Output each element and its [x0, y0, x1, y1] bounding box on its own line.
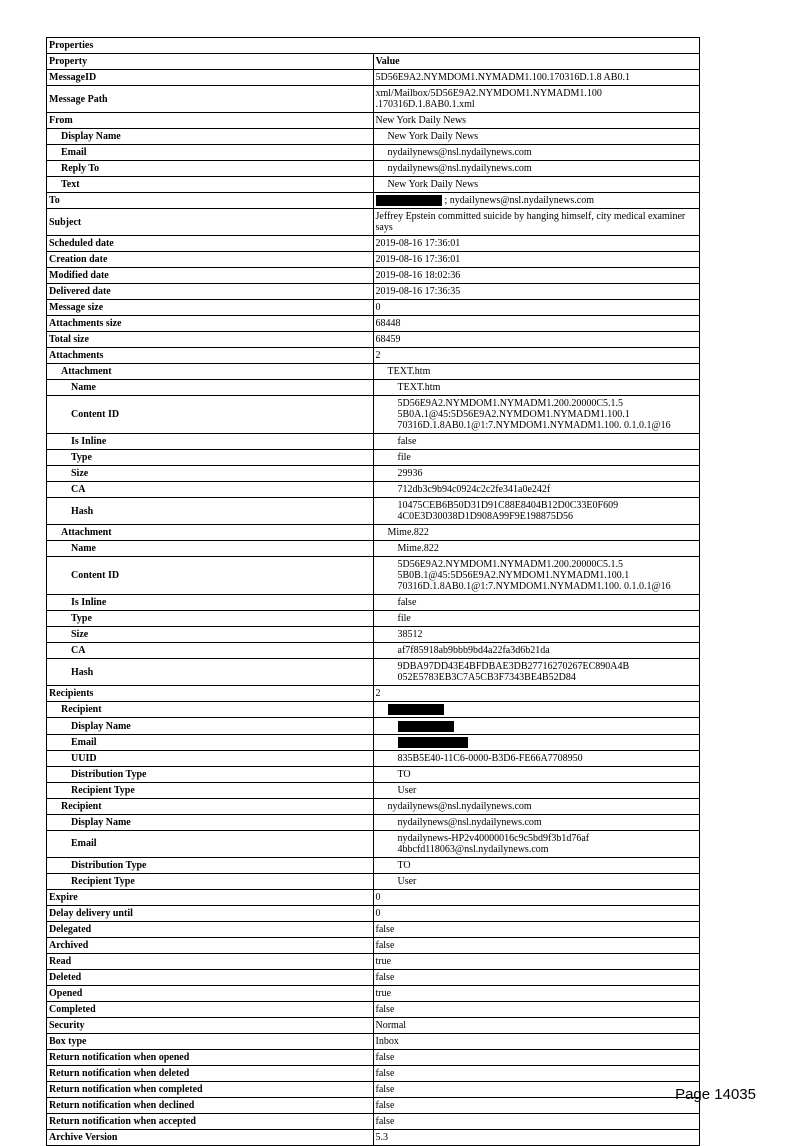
table-row: [47, 129, 700, 145]
property-name: Type: [47, 450, 374, 466]
table-row: [47, 70, 700, 86]
table-row: [47, 905, 700, 921]
table-row: [47, 969, 700, 985]
property-name: Recipient Type: [47, 782, 374, 798]
property-name: Return notification when declined: [47, 1097, 374, 1113]
property-name: Distribution Type: [47, 857, 374, 873]
table-row: [47, 702, 700, 718]
property-value: false: [373, 1097, 700, 1113]
property-name: To: [47, 193, 374, 209]
table-row: [47, 953, 700, 969]
table-row: [47, 209, 700, 236]
property-value: false: [373, 1001, 700, 1017]
table-row: [47, 1129, 700, 1145]
property-name: Recipient Type: [47, 873, 374, 889]
property-name: Email: [47, 830, 374, 857]
property-value: User: [373, 782, 700, 798]
property-value: 2019-08-16 17:36:35: [373, 284, 700, 300]
property-value: 9DBA97DD43E4BFDBAE3DB27716270267EC890A4B 052E5783EB3C7A5CB3F7343BE4B52D84: [373, 659, 700, 686]
property-value: New York Daily News: [373, 129, 700, 145]
property-value: TO: [373, 766, 700, 782]
property-value: Inbox: [373, 1033, 700, 1049]
table-row: [47, 595, 700, 611]
property-value: 29936: [373, 466, 700, 482]
property-name: Is Inline: [47, 434, 374, 450]
redaction-block: [376, 195, 445, 206]
property-value: Mime.822: [373, 525, 700, 541]
table-row: [47, 857, 700, 873]
property-value: false: [373, 969, 700, 985]
property-name: Hash: [47, 498, 374, 525]
property-value: TEXT.htm: [373, 364, 700, 380]
property-name: Size: [47, 466, 374, 482]
table-row: [47, 1033, 700, 1049]
property-name: Text: [47, 177, 374, 193]
property-value: 38512: [373, 627, 700, 643]
property-name: Subject: [47, 209, 374, 236]
table-row: [47, 466, 700, 482]
property-name: CA: [47, 482, 374, 498]
property-value: 5D56E9A2.NYMDOM1.NYMADM1.200.20000C5.1.5 5B0B.1@45:5D56E9A2.NYMDOM1.NYMADM1.100.1 70316D.1.8AB0.1@1:7.NYMDOM1.NYMADM1.100. 0.1.0.1@16: [373, 557, 700, 595]
table-row: [47, 161, 700, 177]
table-row: [47, 734, 700, 750]
property-name: Return notification when opened: [47, 1049, 374, 1065]
property-name: Attachment: [47, 525, 374, 541]
property-value: nydailynews@nsl.nydailynews.com: [373, 814, 700, 830]
property-value: false: [373, 595, 700, 611]
value-text: ; nydailynews@nsl.nydailynews.com: [444, 195, 594, 206]
table-row: [47, 798, 700, 814]
property-name: Recipient: [47, 702, 374, 718]
table-row: [47, 236, 700, 252]
table-row: [47, 541, 700, 557]
property-name: Display Name: [47, 129, 374, 145]
property-name: Completed: [47, 1001, 374, 1017]
table-header-row: [47, 54, 700, 70]
property-name: Hash: [47, 659, 374, 686]
property-value: New York Daily News: [373, 177, 700, 193]
property-name: Name: [47, 541, 374, 557]
table-row: [47, 498, 700, 525]
table-row: [47, 525, 700, 541]
property-value: [373, 193, 700, 209]
property-value: false: [373, 1065, 700, 1081]
table-title-row: [47, 38, 700, 54]
property-name: From: [47, 113, 374, 129]
property-value: 5.3: [373, 1129, 700, 1145]
table-row: [47, 686, 700, 702]
property-name: Content ID: [47, 396, 374, 434]
property-value: xml/Mailbox/5D56E9A2.NYMDOM1.NYMADM1.100 .170316D.1.8AB0.1.xml: [373, 86, 700, 113]
property-name: Read: [47, 953, 374, 969]
table-row: [47, 113, 700, 129]
property-name: Opened: [47, 985, 374, 1001]
property-value: nydailynews@nsl.nydailynews.com: [373, 161, 700, 177]
property-value: file: [373, 611, 700, 627]
properties-sheet: [46, 37, 700, 1146]
table-row: [47, 482, 700, 498]
property-value: true: [373, 953, 700, 969]
property-name: Return notification when deleted: [47, 1065, 374, 1081]
property-name: Security: [47, 1017, 374, 1033]
property-value: [373, 702, 700, 718]
property-value: TEXT.htm: [373, 380, 700, 396]
table-row: [47, 611, 700, 627]
property-name: Archived: [47, 937, 374, 953]
table-row: [47, 450, 700, 466]
table-row: [47, 830, 700, 857]
property-name: Email: [47, 734, 374, 750]
property-value: 2019-08-16 18:02:36: [373, 268, 700, 284]
property-name: Return notification when completed: [47, 1081, 374, 1097]
table-row: [47, 873, 700, 889]
table-row: [47, 750, 700, 766]
property-name: Creation date: [47, 252, 374, 268]
property-name: Name: [47, 380, 374, 396]
table-row: [47, 332, 700, 348]
property-name: Display Name: [47, 814, 374, 830]
property-name: Recipients: [47, 686, 374, 702]
property-name: Deleted: [47, 969, 374, 985]
property-value: 0: [373, 905, 700, 921]
property-value: 68459: [373, 332, 700, 348]
property-name: Distribution Type: [47, 766, 374, 782]
property-name: Content ID: [47, 557, 374, 595]
property-value: nydailynews@nsl.nydailynews.com: [373, 798, 700, 814]
table-row: [47, 1065, 700, 1081]
table-row: [47, 1113, 700, 1129]
property-value: 2: [373, 686, 700, 702]
table-row: [47, 300, 700, 316]
table-row: [47, 1017, 700, 1033]
table-row: [47, 1049, 700, 1065]
property-value: 5D56E9A2.NYMDOM1.NYMADM1.200.20000C5.1.5 5B0A.1@45:5D56E9A2.NYMDOM1.NYMADM1.100.1 70316D.1.8AB0.1@1:7.NYMDOM1.NYMADM1.100. 0.1.0.1@16: [373, 396, 700, 434]
property-value: nydailynews-HP2v40000016c9c5bd9f3b1d76af 4bbcfd118063@nsl.nydailynews.com: [373, 830, 700, 857]
table-row: [47, 557, 700, 595]
property-name: Attachments: [47, 348, 374, 364]
table-row: [47, 1081, 700, 1097]
redaction-block: [388, 704, 447, 715]
table-row: [47, 434, 700, 450]
table-row: [47, 985, 700, 1001]
property-value: false: [373, 937, 700, 953]
property-name: Archive Version: [47, 1129, 374, 1145]
property-value: New York Daily News: [373, 113, 700, 129]
table-row: [47, 782, 700, 798]
table-row: [47, 643, 700, 659]
redaction-block: [398, 720, 457, 731]
property-value: af7f85918ab9bbb9bd4a22fa3d6b21da: [373, 643, 700, 659]
property-value: 2019-08-16 17:36:01: [373, 236, 700, 252]
property-value: 0: [373, 889, 700, 905]
table-row: [47, 252, 700, 268]
property-name: Display Name: [47, 718, 374, 734]
property-name: Type: [47, 611, 374, 627]
property-name: Message size: [47, 300, 374, 316]
property-value: User: [373, 873, 700, 889]
properties-table: [46, 37, 700, 1146]
table-row: [47, 145, 700, 161]
property-value: true: [373, 985, 700, 1001]
property-value: 712db3c9b94c0924c2c2fe341a0e242f: [373, 482, 700, 498]
column-header-property: Property: [47, 54, 374, 70]
property-name: Recipient: [47, 798, 374, 814]
table-row: [47, 814, 700, 830]
table-row: [47, 86, 700, 113]
property-value: false: [373, 921, 700, 937]
property-value: Mime.822: [373, 541, 700, 557]
table-row: [47, 937, 700, 953]
property-name: Reply To: [47, 161, 374, 177]
property-value: Normal: [373, 1017, 700, 1033]
table-row: [47, 316, 700, 332]
property-name: CA: [47, 643, 374, 659]
property-name: Box type: [47, 1033, 374, 1049]
property-value: [373, 734, 700, 750]
table-title: Properties: [47, 38, 700, 54]
property-value: 2: [373, 348, 700, 364]
property-value: TO: [373, 857, 700, 873]
property-value: 68448: [373, 316, 700, 332]
property-name: Attachments size: [47, 316, 374, 332]
property-value: 0: [373, 300, 700, 316]
property-value: false: [373, 1049, 700, 1065]
property-name: Attachment: [47, 364, 374, 380]
property-value: 835B5E40-11C6-0000-B3D6-FE66A7708950: [373, 750, 700, 766]
table-row: [47, 364, 700, 380]
page-number: Page 14035: [675, 1086, 756, 1103]
table-row: [47, 268, 700, 284]
property-value: 10475CEB6B50D31D91C88E8404B12D0C33E0F609 4C0E3D30038D1D908A99F9E198875D56: [373, 498, 700, 525]
table-row: [47, 284, 700, 300]
property-name: Message Path: [47, 86, 374, 113]
table-row: [47, 177, 700, 193]
property-name: Delegated: [47, 921, 374, 937]
property-value: 5D56E9A2.NYMDOM1.NYMADM1.100.170316D.1.8 AB0.1: [373, 70, 700, 86]
table-row: [47, 718, 700, 734]
property-name: Email: [47, 145, 374, 161]
table-row: [47, 348, 700, 364]
property-name: Size: [47, 627, 374, 643]
column-header-value: Value: [373, 54, 700, 70]
property-name: Scheduled date: [47, 236, 374, 252]
property-value: false: [373, 434, 700, 450]
table-row: [47, 1001, 700, 1017]
property-value: false: [373, 1081, 700, 1097]
property-name: UUID: [47, 750, 374, 766]
property-value: false: [373, 1113, 700, 1129]
property-name: Is Inline: [47, 595, 374, 611]
property-name: Return notification when accepted: [47, 1113, 374, 1129]
property-name: Delivered date: [47, 284, 374, 300]
table-row: [47, 627, 700, 643]
table-row: [47, 889, 700, 905]
property-name: Delay delivery until: [47, 905, 374, 921]
redaction-block: [398, 737, 468, 748]
property-name: Expire: [47, 889, 374, 905]
property-value: 2019-08-16 17:36:01: [373, 252, 700, 268]
property-value: [373, 718, 700, 734]
table-row: [47, 766, 700, 782]
table-row: [47, 1097, 700, 1113]
table-row: [47, 396, 700, 434]
table-row: [47, 193, 700, 209]
table-row: [47, 659, 700, 686]
property-value: Jeffrey Epstein committed suicide by hanging himself, city medical examiner says: [373, 209, 700, 236]
property-name: MessageID: [47, 70, 374, 86]
property-name: Total size: [47, 332, 374, 348]
table-row: [47, 380, 700, 396]
property-value: nydailynews@nsl.nydailynews.com: [373, 145, 700, 161]
property-value: file: [373, 450, 700, 466]
table-row: [47, 921, 700, 937]
property-name: Modified date: [47, 268, 374, 284]
